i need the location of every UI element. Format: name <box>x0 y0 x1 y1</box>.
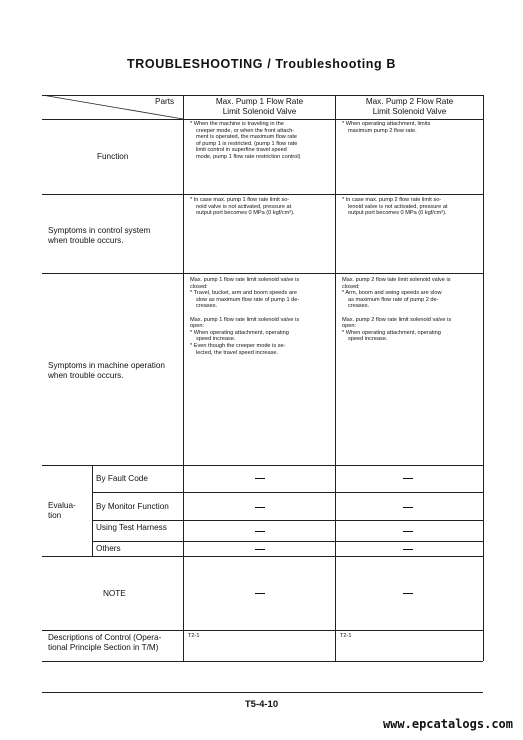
label-line: when trouble occurs. <box>48 236 124 245</box>
note-pump2-dash <box>403 593 413 594</box>
evaluation-item-fault-code: By Fault Code <box>96 474 148 483</box>
column-header-pump1 <box>184 97 335 117</box>
row-label-note: NOTE <box>103 589 126 598</box>
text-line: closed: <box>190 283 208 290</box>
evaluation-item-monitor-function: By Monitor Function <box>96 502 169 511</box>
text-line: Max. pump 1 flow rate limit solenoid valve is <box>190 316 300 323</box>
header-line: Max. Pump 1 Flow Rate <box>215 97 304 106</box>
fault-code-pump1-dash <box>255 478 265 479</box>
function-pump2-text <box>342 121 430 134</box>
control-pump2-text <box>342 197 448 217</box>
machine-pump2-text <box>342 277 451 343</box>
watermark-url: www.epcatalogs.com <box>382 717 513 731</box>
text-line: closed: <box>342 283 360 290</box>
text-line: limit control in superfine travel speed <box>196 147 287 154</box>
row-divider <box>92 520 483 521</box>
text-line: * In case max. pump 1 flow rate limit so- <box>190 197 290 203</box>
text-line <box>342 310 451 317</box>
evaluation-item-test-harness: Using Test Harness <box>96 523 167 532</box>
text-line: open: <box>342 323 356 330</box>
row-label-machine-symptoms <box>48 361 165 381</box>
text-line: * Even though the creeper mode is se- <box>190 342 286 349</box>
row-label-control-symptoms <box>48 226 150 246</box>
text-line: * Travel, bucket, arm and boom speeds are <box>190 290 297 297</box>
column-divider <box>92 465 93 556</box>
monitor-function-pump2-dash <box>403 507 413 508</box>
label-line: tion <box>48 511 62 520</box>
text-line: ment is operated, the maximum flow rate <box>196 134 298 141</box>
text-line: lected, the travel speed increase. <box>196 349 279 356</box>
text-line: as maximum flow rate of pump 2 de- <box>348 296 439 303</box>
function-pump1-text <box>190 121 300 161</box>
row-label-function: Function <box>97 152 129 161</box>
others-pump1-dash <box>255 549 265 550</box>
text-line: * When operating attachment, operating <box>342 329 441 336</box>
label-line: Symptoms in machine operation <box>48 361 165 370</box>
text-line: noid valve is not activated, pressure at <box>196 203 292 210</box>
table-border-right <box>483 95 484 661</box>
text-line: Max. pump 2 flow rate limit solenoid valve is <box>342 316 452 323</box>
label-line: Evalua- <box>48 501 76 510</box>
row-divider <box>42 465 483 466</box>
column-divider <box>335 95 336 661</box>
text-line: * When operating attachment, operating <box>190 329 289 336</box>
label-line: tional Principle Section in T/M) <box>48 643 159 652</box>
note-pump1-dash <box>255 593 265 594</box>
corner-label: Parts <box>155 97 175 106</box>
table-border-bottom <box>42 661 483 662</box>
text-line: speed increase. <box>348 336 388 343</box>
text-line <box>190 310 299 317</box>
label-line: when trouble occurs. <box>48 371 124 380</box>
text-line: lenoid valve is not activated, pressure at <box>348 203 448 210</box>
text-line: speed increase. <box>196 336 236 343</box>
text-line: maximum pump 2 flow rate. <box>348 127 417 134</box>
text-line: * When the machine is traveling in the <box>190 121 284 127</box>
descriptions-pump1-ref: T2-1 <box>188 633 200 639</box>
text-line: Max. pump 2 flow late limit solenoid valve is <box>342 277 451 283</box>
test-harness-pump1-dash <box>255 531 265 532</box>
text-line: creases. <box>196 303 218 310</box>
text-line: Max. pump 1 flow rate limit solenoid valve is <box>190 277 300 283</box>
descriptions-pump2-ref: T2-1 <box>340 633 352 639</box>
machine-pump1-text <box>190 277 299 356</box>
text-line: slow as maximum flow rate of pump 1 de- <box>196 296 300 303</box>
row-divider <box>92 492 483 493</box>
label-line: Symptoms in control system <box>48 226 151 235</box>
text-line: creases. <box>348 303 370 310</box>
text-line: of pump 1 is restricted. (pump 1 flow rate <box>196 140 298 147</box>
row-divider <box>42 273 483 274</box>
text-line: * In case max. pump 2 flow rate limit so- <box>342 197 442 203</box>
row-label-evaluation <box>48 501 76 521</box>
evaluation-item-others: Others <box>96 544 121 553</box>
test-harness-pump2-dash <box>403 531 413 532</box>
column-divider <box>183 95 184 661</box>
text-line: creeper mode, or when the front attach- <box>196 127 295 134</box>
fault-code-pump2-dash <box>403 478 413 479</box>
monitor-function-pump1-dash <box>255 507 265 508</box>
text-line: mode, pump 1 flow rate restriction control) <box>196 153 301 160</box>
row-divider <box>92 541 483 542</box>
footer-rule <box>42 692 483 693</box>
text-line: * When operating attachment, limits <box>342 121 431 127</box>
row-divider <box>42 194 483 195</box>
column-header-pump2 <box>336 97 483 117</box>
header-line: Limit Solenoid Valve <box>372 107 447 116</box>
text-line: open: <box>190 323 204 330</box>
label-line: Descriptions of Control (Opera- <box>48 633 162 642</box>
header-line: Limit Solenoid Valve <box>222 107 297 116</box>
page-title: TROUBLESHOOTING / Troubleshooting B <box>127 57 396 71</box>
text-line: * Arm, boom and swing speeds are slow <box>342 290 442 297</box>
row-divider <box>42 556 483 557</box>
page-number: T5-4-10 <box>244 699 279 710</box>
text-line: output port becomes 0 MPa (0 kgf/cm²). <box>348 210 447 217</box>
control-pump1-text <box>190 197 295 217</box>
row-label-descriptions <box>48 633 161 653</box>
text-line: output port becomes 0 MPa (0 kgf/cm²). <box>196 210 295 217</box>
row-divider <box>42 630 483 631</box>
header-line: Max. Pump 2 Flow Rate <box>365 97 454 106</box>
others-pump2-dash <box>403 549 413 550</box>
